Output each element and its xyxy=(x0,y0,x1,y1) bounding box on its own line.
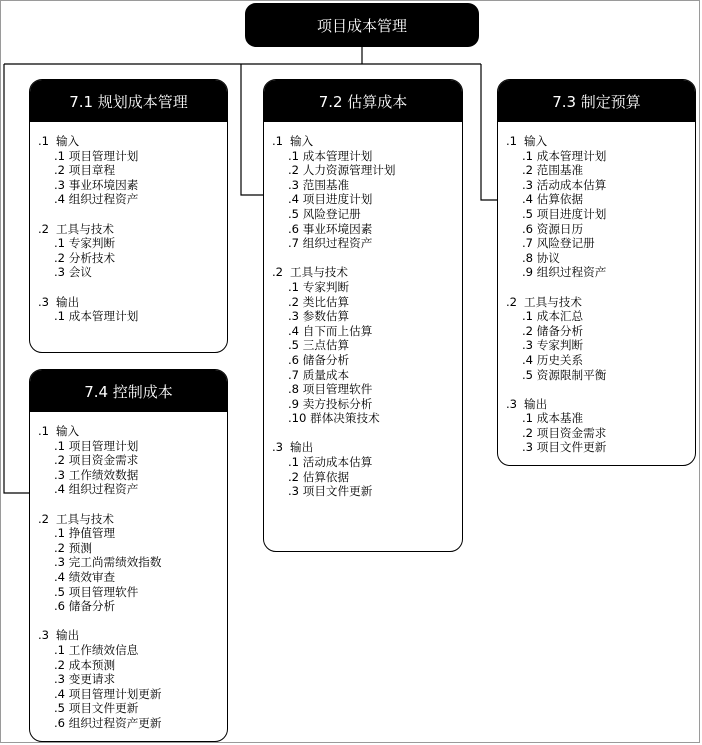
list-item: .4 历史关系 xyxy=(522,352,584,367)
list-item: .6 组织过程资产更新 xyxy=(54,715,162,730)
process-group xyxy=(38,424,227,497)
process-group xyxy=(272,440,462,498)
group-heading xyxy=(272,265,462,280)
list-item: .1 成本管理计划 xyxy=(522,148,607,163)
group-heading xyxy=(38,222,227,237)
list-item: .2 人力资源管理计划 xyxy=(288,163,396,178)
list-item: .3 事业环境因素 xyxy=(54,177,139,192)
process-box-7-3 xyxy=(497,79,696,466)
process-group xyxy=(38,512,227,614)
process-group xyxy=(38,134,227,207)
group-number: .1 xyxy=(506,134,518,148)
list-item: .1 成本管理计划 xyxy=(288,148,373,163)
process-group xyxy=(272,265,462,426)
group-heading xyxy=(506,295,695,310)
process-box-7-4 xyxy=(29,369,228,742)
list-item: .6 资源日历 xyxy=(522,221,584,236)
group-title: 输出 xyxy=(290,440,314,455)
group-title: 输入 xyxy=(524,134,548,148)
list-item: .2 类比估算 xyxy=(288,294,350,309)
group-heading xyxy=(272,134,462,149)
list-item: .1 项目管理计划 xyxy=(54,438,139,453)
group-title: 输入 xyxy=(56,134,80,148)
group-title: 工具与技术 xyxy=(290,265,348,280)
list-item: .2 范围基准 xyxy=(522,163,584,178)
list-item: .9 组织过程资产 xyxy=(522,265,607,280)
group-number: .2 xyxy=(38,221,50,236)
list-item: .1 专家判断 xyxy=(288,279,350,294)
connector-7-4 xyxy=(4,64,29,493)
list-item: .4 绩效审查 xyxy=(54,569,116,584)
process-body xyxy=(264,122,462,499)
group-number: .3 xyxy=(38,294,50,309)
list-item: .3 项目文件更新 xyxy=(522,440,607,455)
group-number: .2 xyxy=(272,265,284,280)
list-item: .10 群体决策技术 xyxy=(288,411,380,426)
list-item: .5 风险登记册 xyxy=(288,206,361,221)
process-title: 7.3 制定预算 xyxy=(498,80,695,122)
group-number: .3 xyxy=(38,628,50,643)
group-title: 输入 xyxy=(56,424,80,438)
list-item: .6 储备分析 xyxy=(54,599,116,614)
group-title: 输出 xyxy=(524,396,548,411)
list-item: .3 参数估算 xyxy=(288,309,350,324)
process-group xyxy=(38,295,227,324)
list-item: .2 成本预测 xyxy=(54,657,116,672)
list-item: .7 风险登记册 xyxy=(522,236,595,251)
group-heading xyxy=(38,512,227,527)
group-title: 输出 xyxy=(56,628,80,643)
list-item: .1 成本管理计划 xyxy=(54,309,139,324)
list-item: .3 范围基准 xyxy=(288,177,350,192)
process-box-7-2 xyxy=(263,79,463,552)
list-item: .1 专家判断 xyxy=(54,236,116,251)
list-item: .5 项目管理软件 xyxy=(54,584,139,599)
list-item: .2 项目资金需求 xyxy=(54,453,139,468)
list-item: .1 成本基准 xyxy=(522,411,584,426)
list-item: .4 组织过程资产 xyxy=(54,482,139,497)
process-title: 7.2 估算成本 xyxy=(264,80,462,122)
group-heading xyxy=(272,440,462,455)
list-item: .3 变更请求 xyxy=(54,672,116,687)
process-group xyxy=(272,134,462,251)
list-item: .2 项目资金需求 xyxy=(522,425,607,440)
list-item: .4 估算依据 xyxy=(522,192,584,207)
process-group xyxy=(506,397,695,455)
list-item: .5 三点估算 xyxy=(288,338,350,353)
list-item: .1 挣值管理 xyxy=(54,526,116,541)
process-group xyxy=(506,134,695,280)
group-heading xyxy=(506,134,695,149)
group-heading xyxy=(506,397,695,412)
group-number: .3 xyxy=(506,396,518,411)
list-item: .1 成本汇总 xyxy=(522,309,584,324)
group-number: .1 xyxy=(38,424,50,438)
list-item: .3 会议 xyxy=(54,265,92,280)
list-item: .9 卖方投标分析 xyxy=(288,396,373,411)
list-item: .6 储备分析 xyxy=(288,352,350,367)
group-heading xyxy=(38,295,227,310)
process-group xyxy=(506,295,695,383)
list-item: .2 分析技术 xyxy=(54,250,116,265)
process-box-7-1 xyxy=(29,79,228,353)
list-item: .3 项目文件更新 xyxy=(288,484,373,499)
list-item: .3 专家判断 xyxy=(522,338,584,353)
group-number: .1 xyxy=(272,134,284,148)
list-item: .4 自下而上估算 xyxy=(288,323,373,338)
list-item: .8 协议 xyxy=(522,250,560,265)
process-body xyxy=(30,412,227,730)
list-item: .2 储备分析 xyxy=(522,323,584,338)
group-heading xyxy=(38,628,227,643)
group-number: .2 xyxy=(38,511,50,526)
process-title: 7.4 控制成本 xyxy=(30,370,227,412)
list-item: .8 项目管理软件 xyxy=(288,382,373,397)
list-item: .2 预测 xyxy=(54,540,92,555)
group-title: 输出 xyxy=(56,294,80,309)
root-title: 项目成本管理 xyxy=(245,3,479,47)
process-group xyxy=(38,628,227,730)
list-item: .5 项目文件更新 xyxy=(54,701,139,716)
list-item: .2 估算依据 xyxy=(288,469,350,484)
list-item: .1 工作绩效信息 xyxy=(54,642,139,657)
connector-7-2 xyxy=(241,64,263,195)
list-item: .3 完工尚需绩效指数 xyxy=(54,555,162,570)
process-body xyxy=(498,122,695,455)
list-item: .5 资源限制平衡 xyxy=(522,367,607,382)
group-title: 工具与技术 xyxy=(524,294,582,309)
list-item: .1 项目管理计划 xyxy=(54,148,139,163)
list-item: .1 活动成本估算 xyxy=(288,455,373,470)
group-title: 工具与技术 xyxy=(56,221,114,236)
list-item: .6 事业环境因素 xyxy=(288,221,373,236)
list-item: .7 组织过程资产 xyxy=(288,236,373,251)
list-item: .3 工作绩效数据 xyxy=(54,467,139,482)
list-item: .3 活动成本估算 xyxy=(522,177,607,192)
group-number: .3 xyxy=(272,440,284,455)
process-group xyxy=(38,222,227,280)
connector-7-3 xyxy=(481,64,497,200)
group-heading xyxy=(38,424,227,439)
list-item: .2 项目章程 xyxy=(54,163,116,178)
group-number: .1 xyxy=(38,134,50,148)
group-number: .2 xyxy=(506,294,518,309)
list-item: .4 项目管理计划更新 xyxy=(54,686,162,701)
list-item: .4 组织过程资产 xyxy=(54,192,139,207)
list-item: .7 质量成本 xyxy=(288,367,350,382)
process-title: 7.1 规划成本管理 xyxy=(30,80,227,122)
list-item: .5 项目进度计划 xyxy=(522,206,607,221)
group-title: 工具与技术 xyxy=(56,511,114,526)
process-body xyxy=(30,122,227,324)
list-item: .4 项目进度计划 xyxy=(288,192,373,207)
group-heading xyxy=(38,134,227,149)
group-title: 输入 xyxy=(290,134,314,148)
